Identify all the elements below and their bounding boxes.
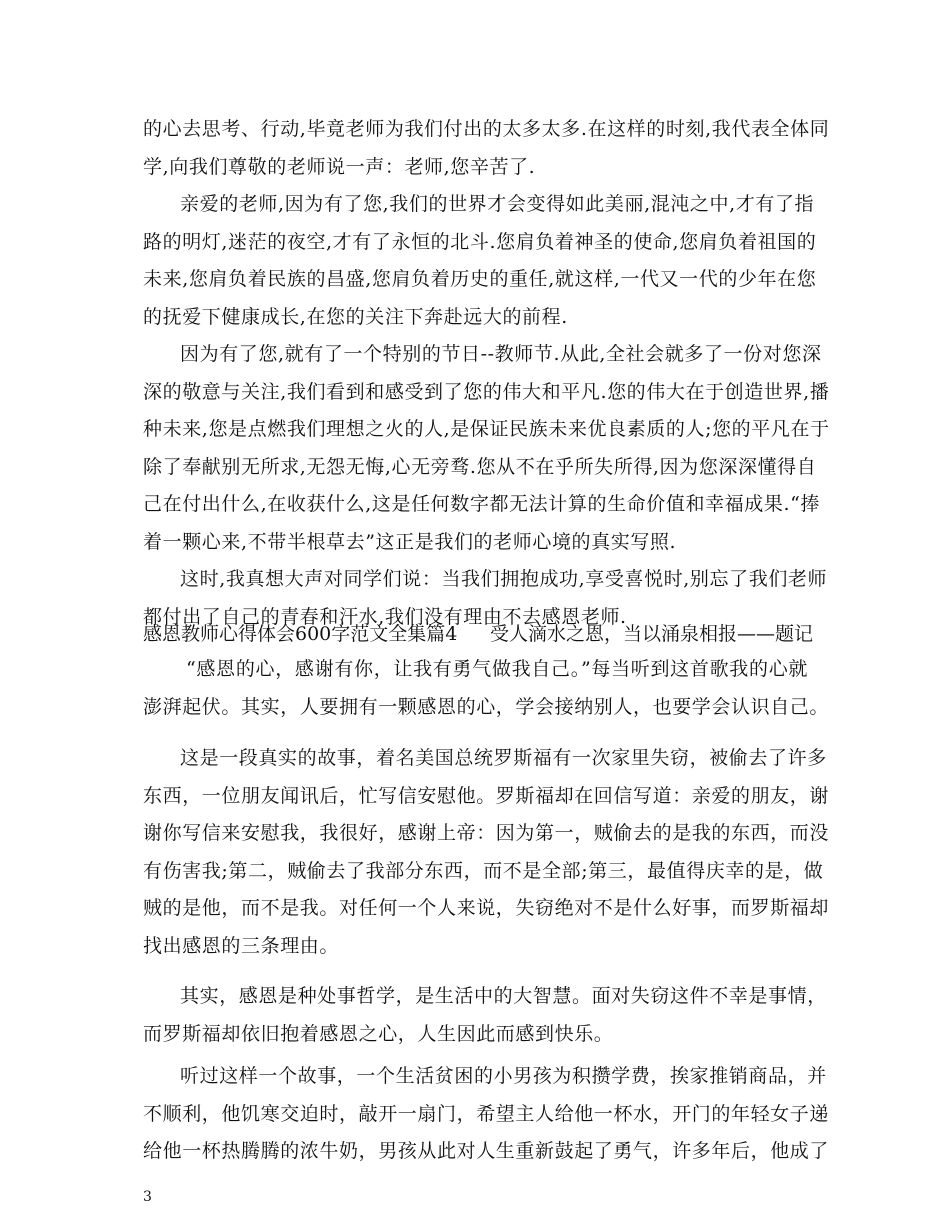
paragraph-line: 深的敬意与关注,我们看到和感受到了您的伟大和平凡.您的伟大在于创造世界,播 [143, 381, 830, 403]
paragraph-line: 其实，感恩是种处事哲学，是生活中的大智慧。面对失窃这件不幸是事情， [180, 985, 827, 1007]
section-title: 感恩教师心得体会600字范文全集篇4 [143, 623, 458, 645]
section-heading [143, 619, 814, 649]
paragraph-line: 澎湃起伏。其实，人要拥有一颗感恩的心，学会接纳别人，也要学会认识自己。 [143, 696, 830, 718]
paragraph-line: 有伤害我;第二，贼偷去了我部分东西，而不是全部;第三，最值得庆幸的是，做 [143, 860, 824, 882]
paragraph-line: 除了奉献别无所求,无怨无悔,心无旁骛.您从不在乎所失所得,因为您深深懂得自 [143, 456, 817, 478]
paragraph-line: 路的明灯,迷茫的夜空,才有了永恒的北斗.您肩负着神圣的使命,您肩负着祖国的 [143, 231, 817, 253]
paragraph-line: 着一颗心来,不带半根草去”这正是我们的老师心境的真实写照. [143, 531, 677, 553]
paragraph-line: 给他一杯热腾腾的浓牛奶，男孩从此对人生重新鼓起了勇气，许多年后，他成了 [143, 1140, 830, 1162]
paragraph-line: 的心去思考、行动,毕竟老师为我们付出的太多太多.在这样的时刻,我代表全体同 [143, 118, 830, 140]
paragraph-line: 学,向我们尊敬的老师说一声：老师,您辛苦了. [143, 156, 536, 178]
paragraph-line: 找出感恩的三条理由。 [143, 935, 340, 957]
paragraph-line: “感恩的心，感谢有你，让我有勇气做我自己。”每当听到这首歌我的心就 [186, 658, 808, 680]
paragraph-line: 贼的是他，而不是我。对任何一个人来说，失窃绝对不是什么好事，而罗斯福却 [143, 897, 830, 919]
paragraph-line: 未来,您肩负着民族的昌盛,您肩负着历史的重任,就这样,一代又一代的少年在您 [143, 268, 817, 290]
paragraph-line: 谢你写信来安慰我，我很好，感谢上帝：因为第一，贼偷去的是我的东西，而没 [143, 822, 830, 844]
paragraph-line: 因为有了您,就有了一个特别的节日--教师节.从此,全社会就多了一份对您深 [180, 343, 822, 365]
page-number: 3 [143, 1189, 152, 1205]
paragraph-line: 东西，一位朋友闻讯后，忙写信安慰他。罗斯福却在回信写道：亲爱的朋友，谢 [143, 785, 830, 807]
paragraph-line: 的抚爱下健康成长,在您的关注下奔赴远大的前程. [143, 306, 568, 328]
paragraph-line: 不顺利，他饥寒交迫时，敲开一扇门，希望主人给他一杯水，开门的年轻女子递 [143, 1103, 830, 1125]
paragraph-line: 己在付出什么,在收获什么,这是任何数字都无法计算的生命价值和幸福成果.“捧 [143, 493, 821, 515]
paragraph-line: 这时,我真想大声对同学们说：当我们拥抱成功,享受喜悦时,别忘了我们老师 [180, 568, 828, 590]
paragraph-line: 这是一段真实的故事，着名美国总统罗斯福有一次家里失窃，被偷去了许多 [180, 747, 827, 769]
paragraph-line: 听过这样一个故事，一个生活贫困的小男孩为积攒学费，挨家推销商品，并 [180, 1065, 827, 1087]
paragraph-line: 种未来,您是点燃我们理想之火的人,是保证民族未来优良素质的人;您的平凡在于 [143, 418, 830, 440]
paragraph-line: 而罗斯福却依旧抱着感恩之心，人生因此而感到快乐。 [143, 1023, 614, 1045]
paragraph-line: 亲爱的老师,因为有了您,我们的世界才会变得如此美丽,混沌之中,才有了指 [180, 193, 815, 215]
section-epigraph: 受人滴水之恩，当以涌泉相报——题记 [490, 623, 814, 645]
paragraph-line: 都付出了自己的青春和汗水,我们没有理由不去感恩老师. [143, 606, 627, 628]
